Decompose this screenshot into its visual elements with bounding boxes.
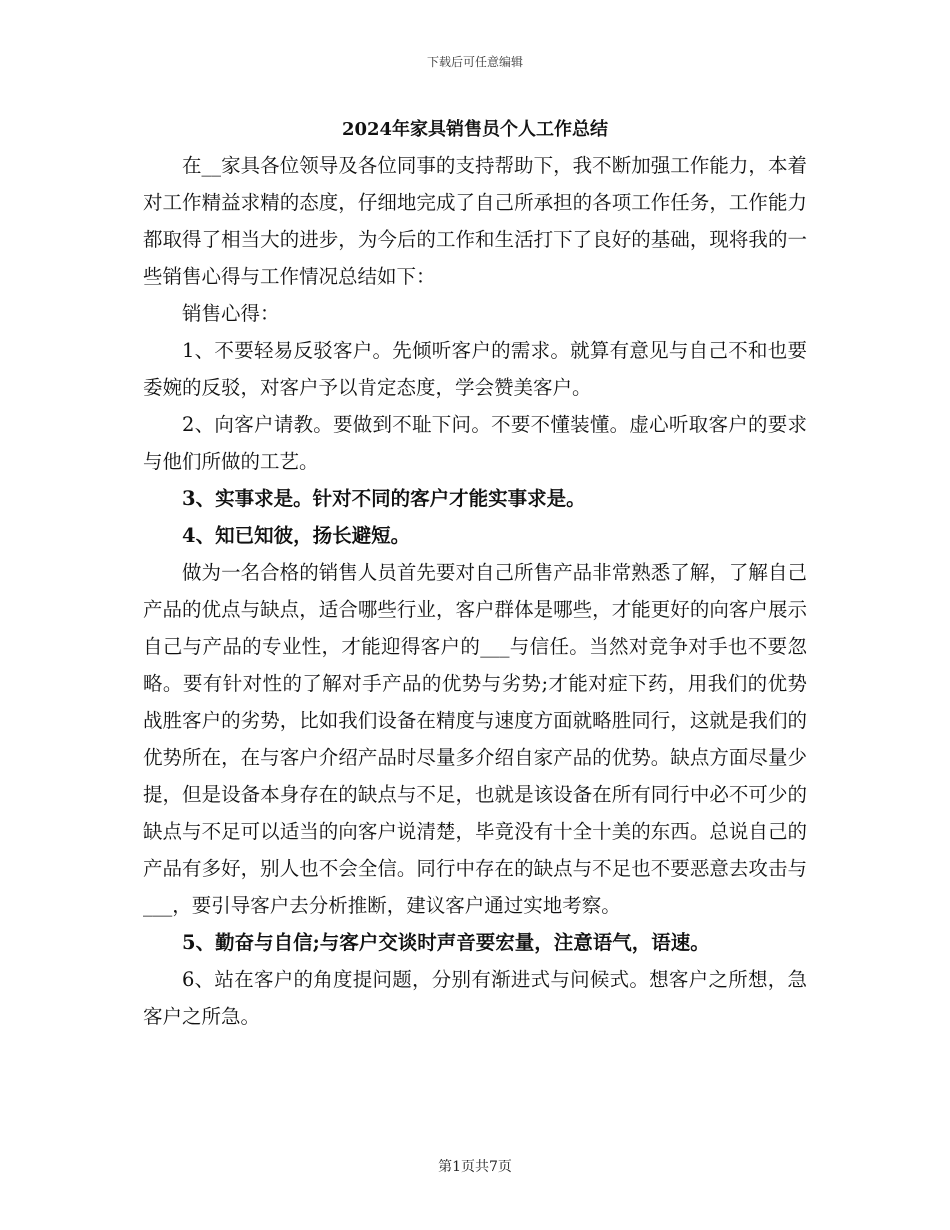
paragraph-point-6: 6、站在客户的角度提问题，分别有渐进式与问候式。想客户之所想，急客户之所急。 (143, 968, 807, 1028)
paragraph-point-4-detail: 做为一名合格的销售人员首先要对自己所售产品非常熟悉了解，了解自己产品的优点与缺点，适合哪些行业，客户群体是哪些，才能更好的向客户展示自己与产品的专业性，才能迎得客户的___与信任。当然对竞争对手也不要忽略。要有针对性的了解对手产品的优势与劣势;才能对症下药，用我们的优势战胜客户的劣势，比如我们设备在精度与速度方面就略胜同行，这就是我们的优势所在，在与客户介绍产品时尽量多介绍自家产品的优势。缺点方面尽量少提，但是设备本身存在的缺点与不足，也就是该设备在所有同行中必不可少的缺点与不足可以适当的向客户说清楚，毕竟没有十全十美的东西。总说自己的产品有多好，别人也不会全信。同行中存在的缺点与不足也不要恶意去攻击与___，要引导客户去分析推断，建议客户通过实地考察。 (143, 561, 807, 917)
document-title: 2024年家具销售员个人工作总结 (341, 119, 609, 140)
paragraph-point-5: 5、勤奋与自信;与客户交谈时声音要宏量，注意语气，语速。 (182, 931, 710, 954)
paragraph-intro: 在__家具各位领导及各位同事的支持帮助下，我不断加强工作能力，本着对工作精益求精的态度，仔细地完成了自己所承担的各项工作任务，工作能力都取得了相当大的进步，为今后的工作和生活打下了良好的基础，现将我的一些销售心得与工作情况总结如下： (143, 154, 807, 288)
paragraph-section-heading: 销售心得： (182, 302, 280, 325)
paragraph-point-1: 1、不要轻易反驳客户。先倾听客户的需求。就算有意见与自己不和也要委婉的反驳，对客户予以肯定态度，学会赞美客户。 (143, 339, 807, 399)
paragraph-point-3: 3、实事求是。针对不同的客户才能实事求是。 (182, 487, 586, 510)
paragraph-point-2: 2、向客户请教。要做到不耻下问。不要不懂装懂。虚心听取客户的要求与他们所做的工艺。 (143, 413, 807, 473)
header-note: 下载后可任意编辑 (426, 55, 523, 69)
page-footer: 第1页共7页 (438, 1159, 512, 1175)
document-body (143, 147, 807, 1035)
paragraph-point-4: 4、知已知彼，扬长避短。 (182, 524, 411, 547)
